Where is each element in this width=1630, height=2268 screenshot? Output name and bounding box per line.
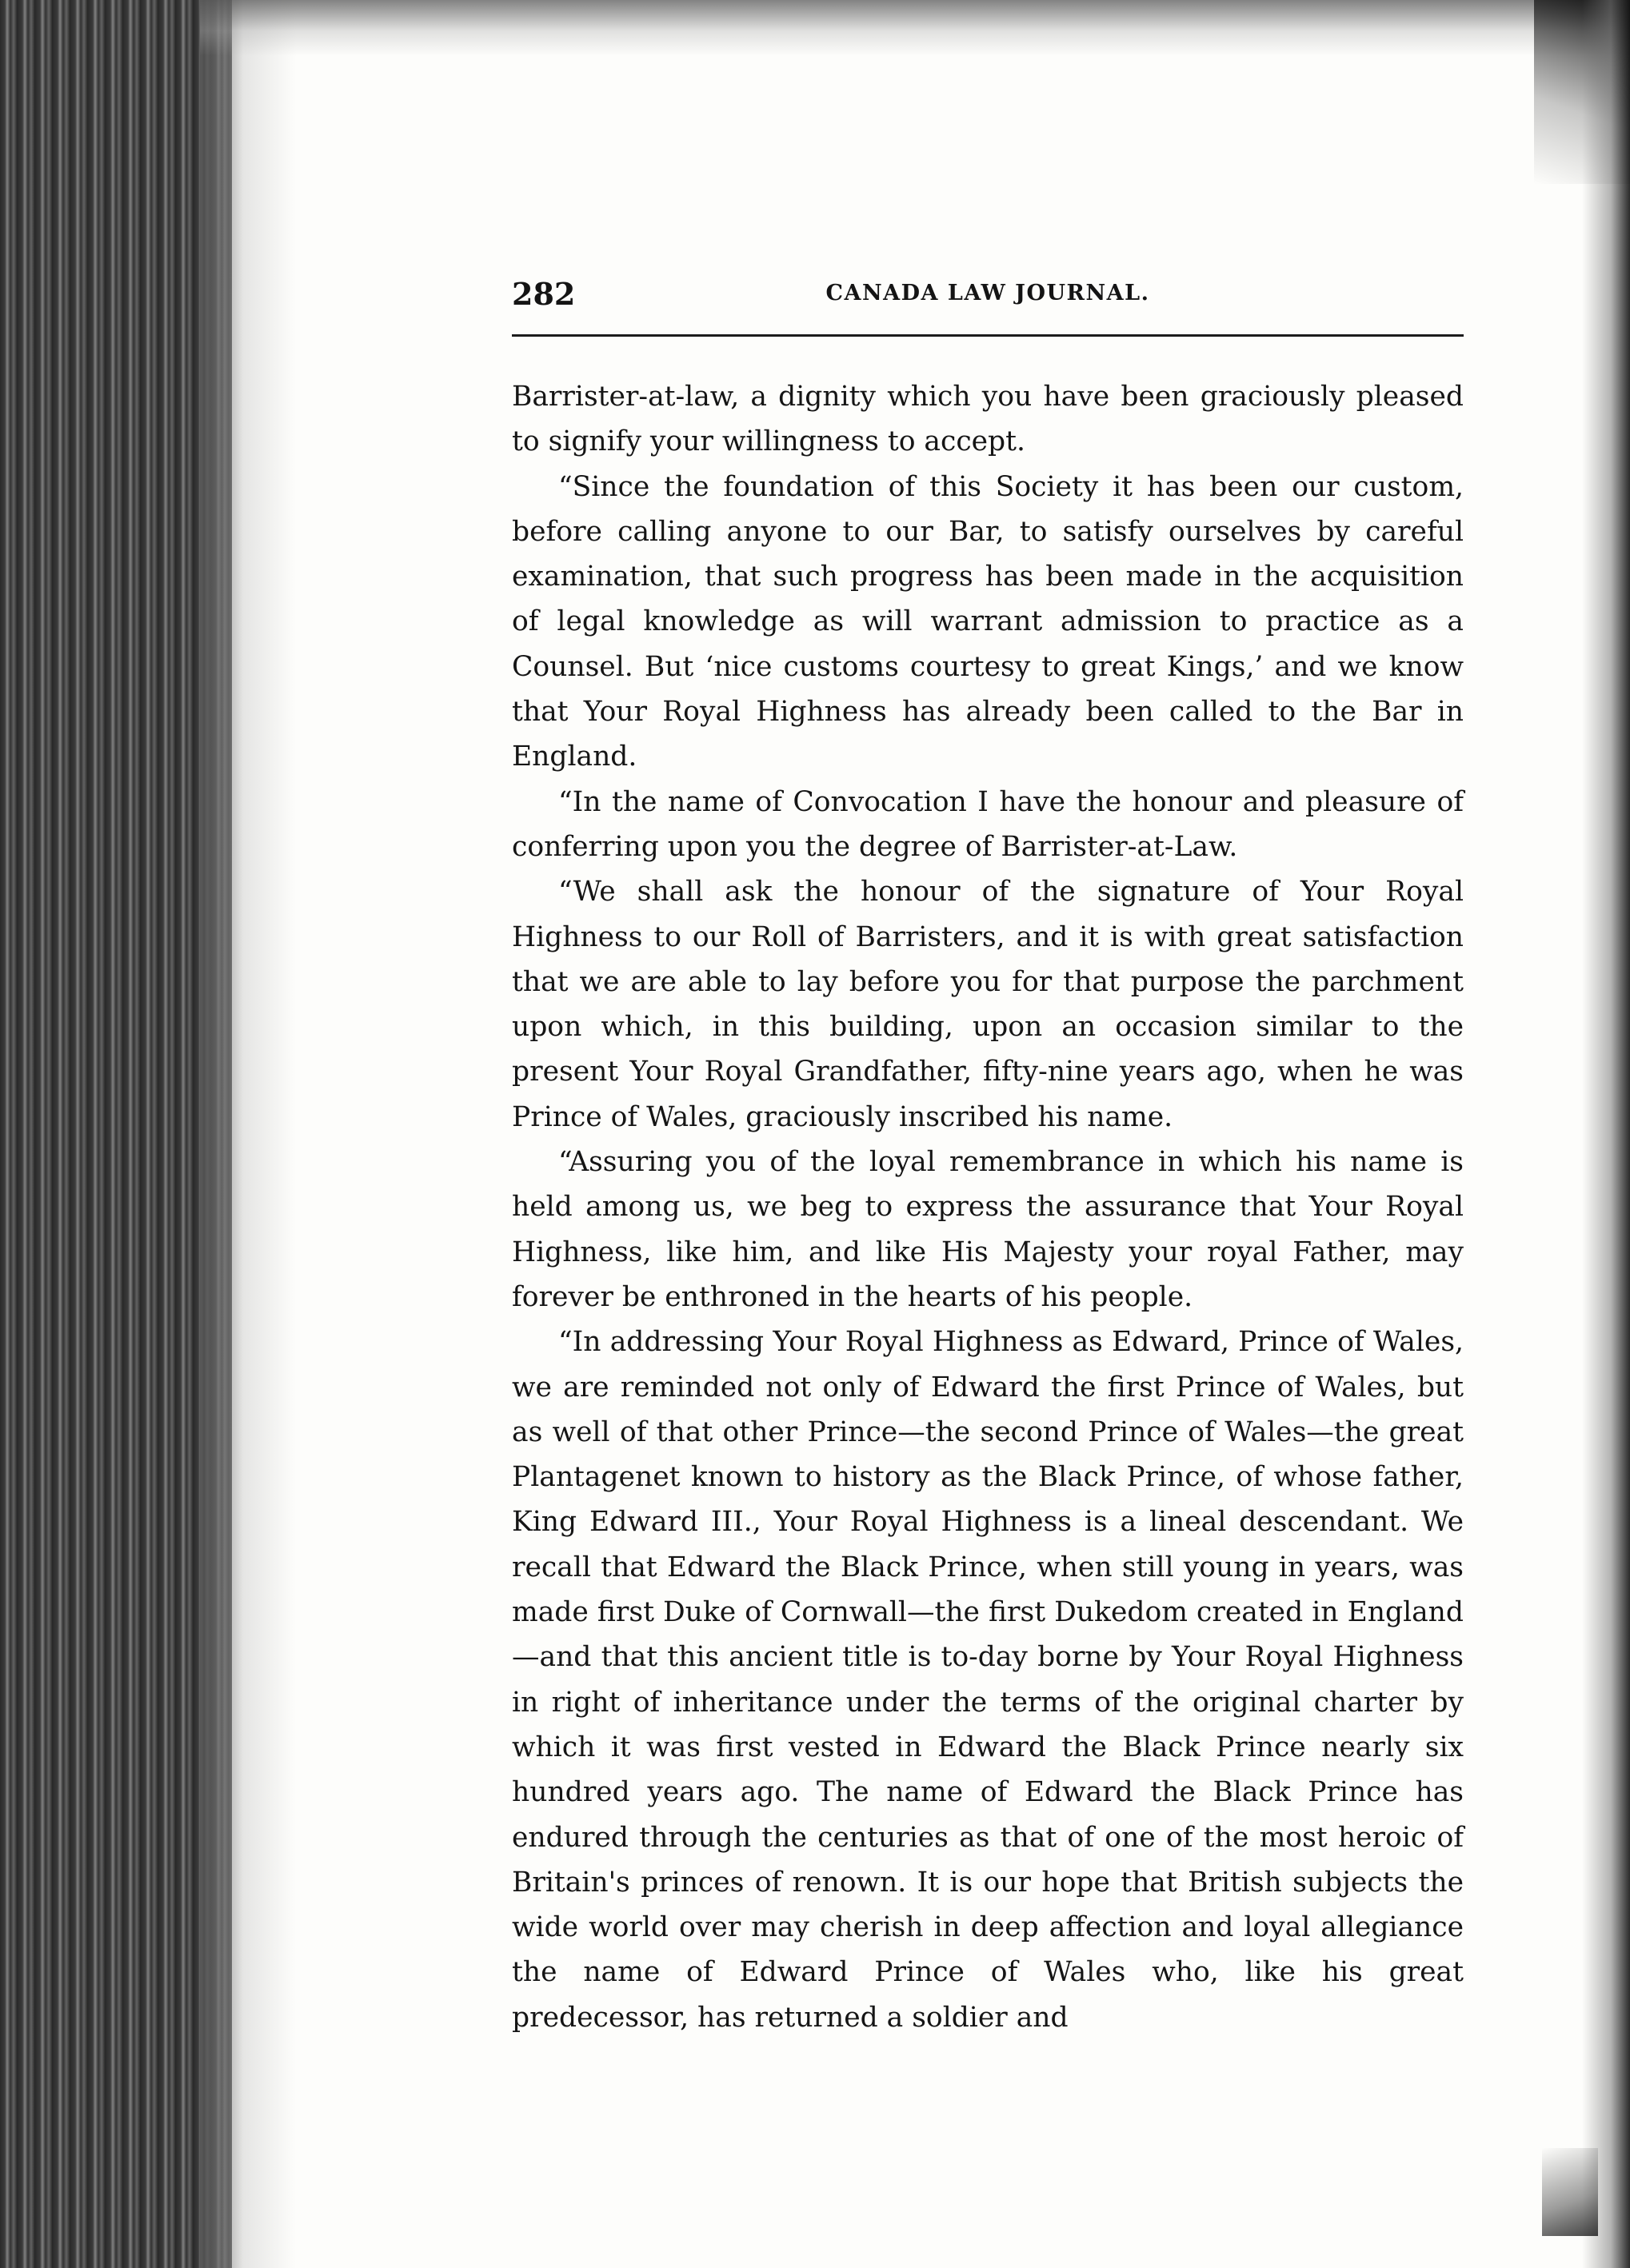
paragraph: Barrister-at-law, a dignity which you have been graciously pleased to signify your willingness to accept. (512, 381, 1464, 458)
top-edge-shadow (200, 0, 1630, 56)
right-edge-shadow (1582, 0, 1630, 2268)
header-rule (512, 334, 1464, 337)
binding-fade (200, 0, 296, 2268)
paragraph: “We shall ask the honour of the signature of Your Royal Highness to our Roll of Barristers, and it is with great satisfaction that we are able to lay before you for that purpose the parchment upon which, in this building, upon an occasion similar to the present Your Royal Grandfather, fifty-nine years ago, when he was Prince of Wales, graciously inscribed his name. (512, 876, 1464, 1133)
paragraph: “In addressing Your Royal Highness as Edward, Prince of Wales, we are reminded not only of Edward the first Prince of Wales, but as well of that other Prince—the second Prince of Wales—the great Plantagenet known to history as the Black Prince, of whose father, King Edward III., Your Royal Highness is a lineal descendant. We recall that Edward the Black Prince, when still young in years, was made first Duke of Cornwall—the first Dukedom created in England—and that this ancient title is to-day borne by Your Royal Highness in right of inheritance under the terms of the original charter by which it was first vested in Edward the Black Prince nearly six hundred years ago. The name of Edward the Black Prince has endured through the centuries as that of one of the most heroic of Britain's princes of renown. It is our hope that British subjects the wide world over may cherish in deep affection and loyal allegiance the name of Edward Prince of Wales who, like his great predecessor, has returned a soldier and (512, 1326, 1464, 2034)
bottom-corner-shadow (1542, 2148, 1598, 2236)
running-head: CANADA LAW JOURNAL. (825, 281, 1150, 305)
paragraph: “In the name of Convocation I have the honour and pleasure of conferring upon you the degree of Barrister-at-Law. (512, 785, 1464, 863)
paragraph: “Assuring you of the loyal remembrance in which his name is held among us, we beg to express the assurance that Your Royal Highness, like him, and like His Majesty your royal Father, may forever be enthroned in the hearts of his people. (512, 1146, 1464, 1313)
page-header (512, 276, 1464, 332)
paragraph: “Since the foundation of this Society it has been our custom, before calling anyone to our Bar, to satisfy ourselves by careful examination, that such progress has been made in the acquisition of legal knowledge as will warrant admission to practice as a Counsel. But ‘nice customs courtesy to great Kings,’ and we know that Your Royal Highness has already been called to the Bar in England. (512, 470, 1464, 773)
body-text (512, 374, 1464, 2040)
page-number: 282 (512, 276, 576, 312)
binding-shadow (0, 0, 232, 2268)
